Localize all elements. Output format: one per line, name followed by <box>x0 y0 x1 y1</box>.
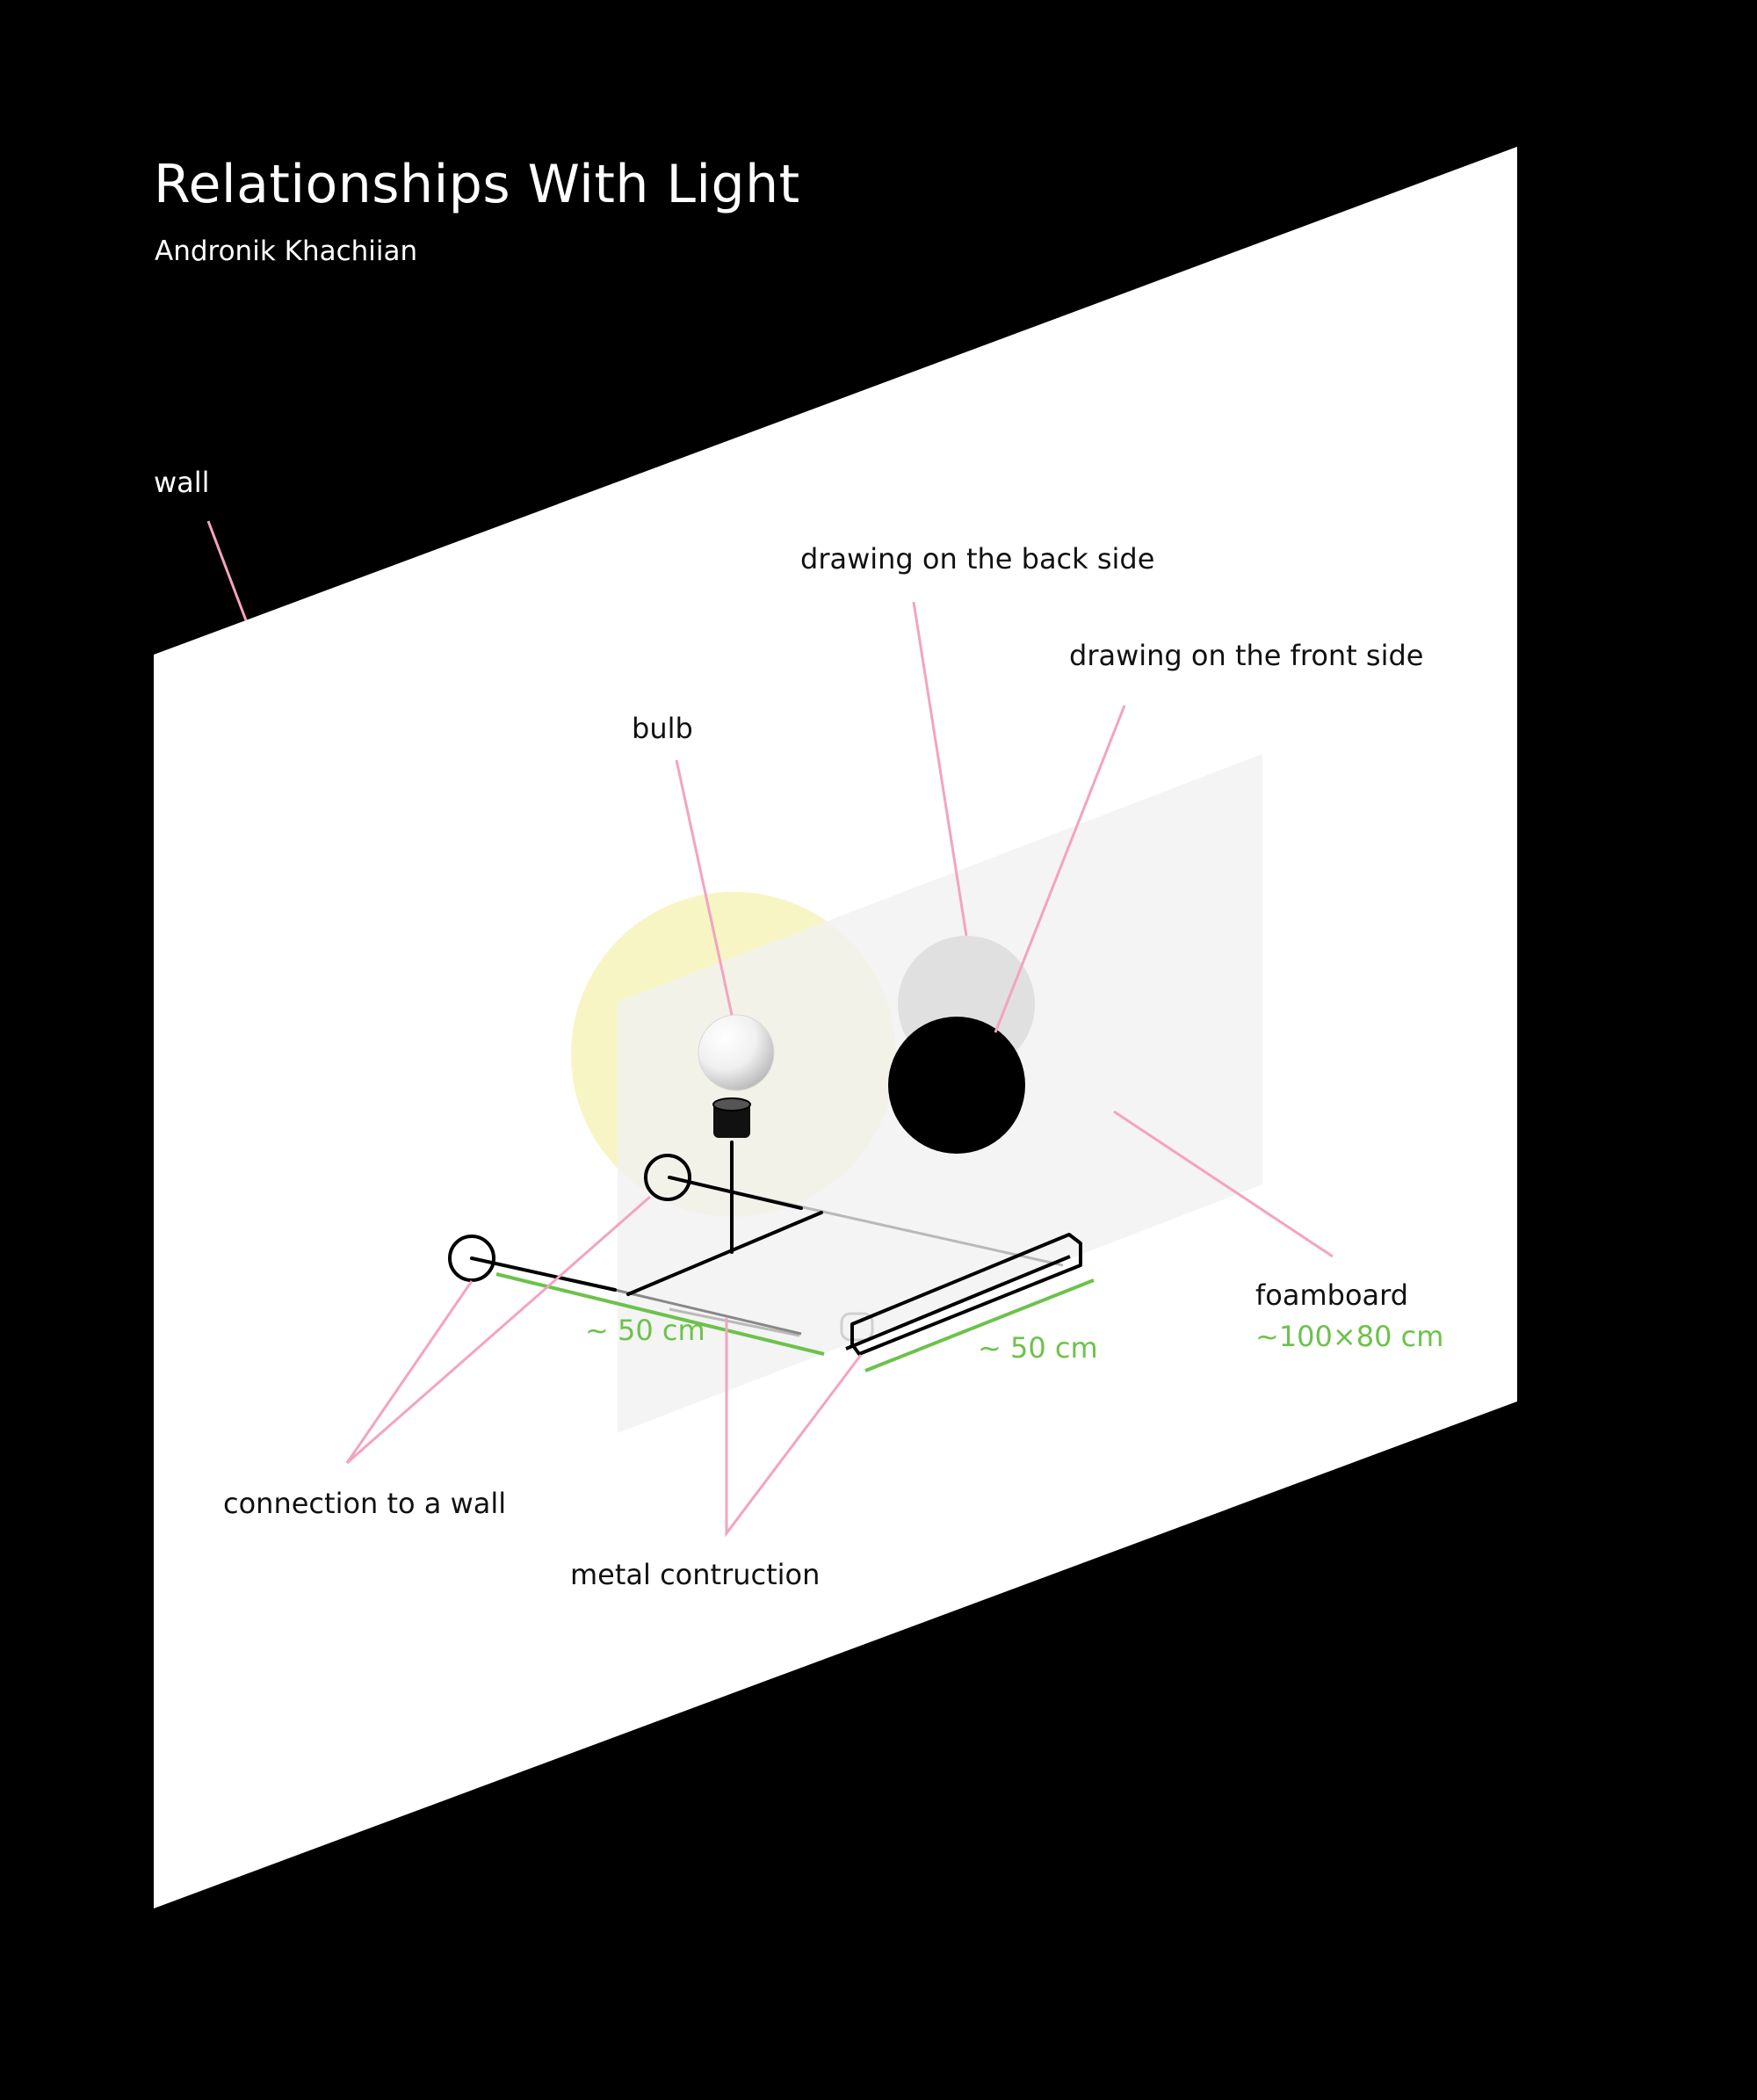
label-bulb: bulb <box>632 712 693 745</box>
author-name: Andronik Khachiian <box>155 235 418 267</box>
label-back-drawing: drawing on the back side <box>800 542 1155 576</box>
label-metal: metal contruction <box>570 1558 821 1591</box>
bulb-socket <box>713 1098 750 1138</box>
label-front-drawing: drawing on the front side <box>1069 639 1424 672</box>
label-dimension-left: ~ 50 cm <box>585 1314 705 1347</box>
front-side-drawing <box>888 1017 1025 1154</box>
label-foamboard-size: ~100×80 cm <box>1255 1320 1444 1353</box>
label-wall: wall <box>154 466 210 499</box>
bulb <box>698 1015 774 1090</box>
label-foamboard: foamboard <box>1255 1278 1409 1312</box>
page-title: Relationships With Light <box>154 154 800 215</box>
label-dimension-right: ~ 50 cm <box>978 1331 1098 1365</box>
label-connection: connection to a wall <box>223 1487 507 1520</box>
